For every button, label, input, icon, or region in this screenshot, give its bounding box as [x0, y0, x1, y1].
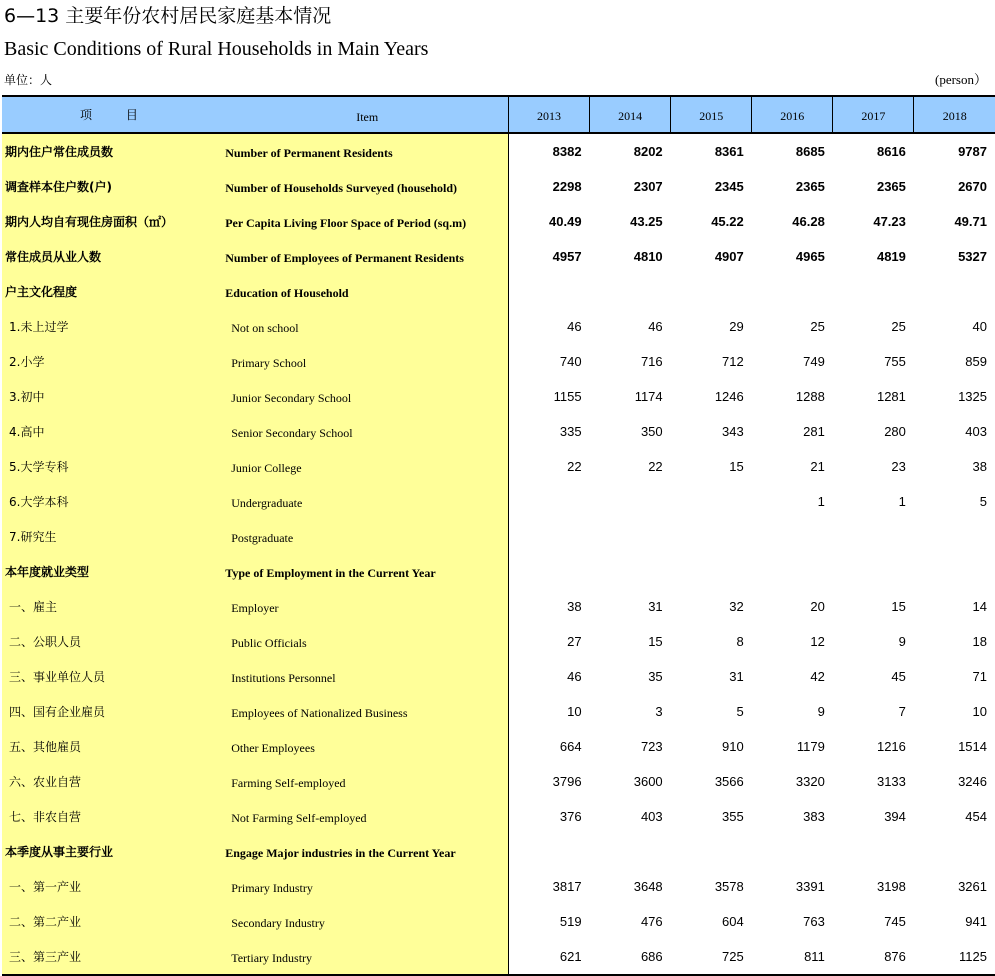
- table-row: [2, 274, 995, 309]
- table-row: [2, 869, 995, 904]
- value-cell: 4819: [876, 249, 906, 264]
- row-label-english: Not on school: [222, 309, 508, 344]
- value-cell: 1179: [796, 739, 825, 754]
- table-body: [2, 133, 995, 975]
- value-cell: [914, 274, 995, 309]
- value-cell: 1125: [914, 939, 995, 975]
- unit-label-chinese: 单位：人: [4, 73, 53, 87]
- row-label-english: Employer: [222, 589, 508, 624]
- row-label-english: Senior Secondary School: [222, 414, 508, 449]
- value-cell: 22: [567, 459, 582, 474]
- value-cell: 46.28: [792, 214, 825, 229]
- value-cell: 621: [509, 939, 590, 975]
- value-cell: 9: [817, 704, 825, 719]
- value-cell: 2345: [714, 179, 744, 194]
- row-label-chinese: 7.研究生: [2, 519, 222, 554]
- value-cell: 15: [729, 459, 744, 474]
- value-cell: 25: [891, 319, 906, 334]
- value-cell: [590, 484, 671, 519]
- table-row: [2, 764, 995, 799]
- value-cell: 712: [722, 354, 744, 369]
- row-label-english: Primary School: [222, 344, 508, 379]
- value-cell: 46: [567, 319, 582, 334]
- value-cell: [590, 834, 671, 869]
- value-cell: 3198: [876, 879, 906, 894]
- value-cell: 46: [567, 669, 582, 684]
- value-cell: [914, 519, 995, 554]
- value-cell: 9: [898, 634, 906, 649]
- value-cell: 2307: [633, 179, 663, 194]
- row-label-english: Institutions Personnel: [222, 659, 508, 694]
- row-label-chinese: 五、其他雇员: [2, 729, 222, 764]
- value-cell: 454: [965, 809, 987, 824]
- value-cell: 476: [640, 914, 663, 929]
- value-cell: [671, 834, 752, 869]
- table-row: [2, 834, 995, 869]
- table-row: [2, 414, 995, 449]
- header-year: 2013: [509, 96, 590, 133]
- value-cell: 763: [803, 914, 825, 929]
- row-label-english: Number of Households Surveyed (household): [222, 169, 508, 204]
- header-year: 2018: [914, 96, 995, 133]
- value-cell: 8382: [552, 144, 582, 159]
- value-cell: 15: [891, 599, 906, 614]
- value-cell: 8: [736, 634, 744, 649]
- value-cell: 3261: [958, 879, 987, 894]
- value-cell: 394: [884, 809, 906, 824]
- row-label-chinese: 三、事业单位人员: [2, 659, 222, 694]
- header-item-english: Item: [222, 96, 508, 133]
- value-cell: 43.25: [630, 214, 663, 229]
- value-cell: 2365: [876, 179, 906, 194]
- value-cell: 10: [972, 704, 987, 719]
- row-label-chinese: 本年度就业类型: [2, 554, 222, 589]
- value-cell: 745: [884, 914, 906, 929]
- table-row: [2, 939, 995, 975]
- row-label-english: Number of Employees of Permanent Residents: [222, 239, 508, 274]
- value-cell: 14: [972, 599, 987, 614]
- value-cell: 15: [648, 634, 663, 649]
- table-row: [2, 729, 995, 764]
- value-cell: 8616: [876, 144, 906, 159]
- row-label-chinese: 二、公职人员: [2, 624, 222, 659]
- table-row: [2, 554, 995, 589]
- value-cell: 9787: [958, 144, 987, 159]
- value-cell: 725: [671, 939, 752, 975]
- header-year: 2014: [590, 96, 671, 133]
- value-cell: 45: [891, 669, 906, 684]
- row-label-chinese: 本季度从事主要行业: [2, 834, 222, 869]
- value-cell: 343: [722, 424, 744, 439]
- value-cell: [833, 834, 914, 869]
- value-cell: 3: [655, 704, 663, 719]
- value-cell: [752, 274, 833, 309]
- value-cell: 2670: [958, 179, 987, 194]
- value-cell: 45.22: [711, 214, 744, 229]
- value-cell: 8202: [633, 144, 663, 159]
- value-cell: 40: [972, 319, 987, 334]
- value-cell: 23: [891, 459, 906, 474]
- value-cell: 49.71: [954, 214, 987, 229]
- table-row: [2, 309, 995, 344]
- value-cell: [509, 554, 590, 589]
- value-cell: 47.23: [873, 214, 906, 229]
- value-cell: 4810: [633, 249, 663, 264]
- table-row: [2, 169, 995, 204]
- row-label-english: Other Employees: [222, 729, 508, 764]
- table-row: [2, 379, 995, 414]
- row-label-english: Postgraduate: [222, 519, 508, 554]
- table-row: [2, 589, 995, 624]
- row-label-chinese: 户主文化程度: [2, 274, 222, 309]
- value-cell: [671, 519, 752, 554]
- row-label-chinese: 期内住户常住成员数: [2, 133, 222, 169]
- value-cell: 755: [884, 354, 906, 369]
- value-cell: 3600: [633, 774, 663, 789]
- value-cell: 1: [898, 494, 906, 509]
- value-cell: 8361: [714, 144, 744, 159]
- table-row: [2, 133, 995, 169]
- value-cell: 25: [810, 319, 825, 334]
- value-cell: 18: [972, 634, 987, 649]
- value-cell: [752, 834, 833, 869]
- row-label-chinese: 七、非农自营: [2, 799, 222, 834]
- row-label-english: Employees of Nationalized Business: [222, 694, 508, 729]
- value-cell: 32: [729, 599, 744, 614]
- row-label-chinese: 二、第二产业: [2, 904, 222, 939]
- row-label-english: Number of Permanent Residents: [222, 133, 508, 169]
- header-year: 2017: [833, 96, 914, 133]
- row-label-english: Public Officials: [222, 624, 508, 659]
- value-cell: 3246: [958, 774, 987, 789]
- value-cell: 3133: [876, 774, 906, 789]
- row-label-chinese: 四、国有企业雇员: [2, 694, 222, 729]
- value-cell: 5: [979, 494, 987, 509]
- value-cell: 355: [722, 809, 744, 824]
- value-cell: 519: [559, 914, 582, 929]
- value-cell: 35: [648, 669, 663, 684]
- header-year: 2016: [752, 96, 833, 133]
- table-row: [2, 624, 995, 659]
- value-cell: [833, 554, 914, 589]
- title-chinese: 6—13 主要年份农村居民家庭基本情况: [4, 5, 332, 27]
- value-cell: 12: [810, 634, 825, 649]
- row-label-chinese: 期内人均自有现住房面积（㎡）: [2, 204, 222, 239]
- value-cell: 716: [640, 354, 663, 369]
- row-label-english: Primary Industry: [222, 869, 508, 904]
- value-cell: 1281: [876, 389, 906, 404]
- value-cell: [914, 834, 995, 869]
- value-cell: 2298: [552, 179, 582, 194]
- row-label-chinese: 6.大学本科: [2, 484, 222, 519]
- table-row: [2, 799, 995, 834]
- value-cell: 31: [729, 669, 744, 684]
- value-cell: 46: [648, 319, 663, 334]
- value-cell: 27: [567, 634, 582, 649]
- value-cell: [509, 274, 590, 309]
- value-cell: [509, 834, 590, 869]
- table-row: [2, 239, 995, 274]
- value-cell: 723: [640, 739, 663, 754]
- value-cell: 38: [567, 599, 582, 614]
- value-cell: 376: [559, 809, 582, 824]
- row-label-chinese: 常住成员从业人数: [2, 239, 222, 274]
- value-cell: 3391: [795, 879, 825, 894]
- value-cell: 859: [965, 354, 987, 369]
- row-label-english: Not Farming Self-employed: [222, 799, 508, 834]
- value-cell: 4907: [714, 249, 744, 264]
- table-row: [2, 904, 995, 939]
- value-cell: 3566: [714, 774, 744, 789]
- title-english: Basic Conditions of Rural Households in Main Years: [4, 38, 429, 60]
- value-cell: 3648: [633, 879, 663, 894]
- value-cell: 20: [810, 599, 825, 614]
- value-cell: 42: [810, 669, 825, 684]
- row-label-english: Secondary Industry: [222, 904, 508, 939]
- value-cell: 403: [965, 424, 987, 439]
- value-cell: 31: [648, 599, 663, 614]
- value-cell: 1155: [553, 389, 582, 404]
- value-cell: [914, 554, 995, 589]
- value-cell: [590, 274, 671, 309]
- value-cell: 1288: [795, 389, 825, 404]
- value-cell: 280: [884, 424, 906, 439]
- value-cell: 22: [648, 459, 663, 474]
- value-cell: 3578: [714, 879, 744, 894]
- table-row: [2, 449, 995, 484]
- value-cell: 1: [817, 494, 825, 509]
- value-cell: 21: [810, 459, 825, 474]
- value-cell: 2365: [795, 179, 825, 194]
- value-cell: 383: [803, 809, 825, 824]
- value-cell: 403: [640, 809, 663, 824]
- row-label-chinese: 一、雇主: [2, 589, 222, 624]
- value-cell: 749: [803, 354, 825, 369]
- row-label-english: Undergraduate: [222, 484, 508, 519]
- row-label-english: Junior College: [222, 449, 508, 484]
- table-row: [2, 344, 995, 379]
- row-label-english: Farming Self-employed: [222, 764, 508, 799]
- value-cell: [671, 484, 752, 519]
- value-cell: 8685: [795, 144, 825, 159]
- value-cell: 10: [567, 704, 582, 719]
- table-row: [2, 204, 995, 239]
- row-label-english: Junior Secondary School: [222, 379, 508, 414]
- value-cell: 350: [640, 424, 663, 439]
- value-cell: 40.49: [549, 214, 582, 229]
- value-cell: 664: [559, 739, 582, 754]
- row-label-chinese: 3.初中: [2, 379, 222, 414]
- value-cell: 811: [752, 939, 833, 975]
- value-cell: [833, 274, 914, 309]
- value-cell: [752, 519, 833, 554]
- value-cell: [671, 274, 752, 309]
- value-cell: [509, 484, 590, 519]
- unit-label-english: (person）: [935, 72, 987, 87]
- row-label-chinese: 一、第一产业: [2, 869, 222, 904]
- value-cell: 3320: [795, 774, 825, 789]
- row-label-english: Type of Employment in the Current Year: [222, 554, 508, 589]
- header-year: 2015: [671, 96, 752, 133]
- value-cell: 281: [803, 424, 825, 439]
- value-cell: 1325: [958, 389, 987, 404]
- value-cell: [590, 519, 671, 554]
- table-row: [2, 659, 995, 694]
- value-cell: 4965: [795, 249, 825, 264]
- value-cell: 5327: [958, 249, 987, 264]
- row-label-chinese: 三、第三产业: [2, 939, 222, 975]
- row-label-chinese: 六、农业自营: [2, 764, 222, 799]
- value-cell: 4957: [552, 249, 582, 264]
- header-row: [2, 96, 995, 133]
- value-cell: [671, 554, 752, 589]
- row-label-english: Education of Household: [222, 274, 508, 309]
- rural-households-table: [2, 95, 995, 976]
- value-cell: 876: [833, 939, 914, 975]
- value-cell: 1216: [876, 739, 906, 754]
- value-cell: [833, 519, 914, 554]
- row-label-english: Tertiary Industry: [222, 939, 508, 975]
- value-cell: 3817: [552, 879, 582, 894]
- row-label-english: Per Capita Living Floor Space of Period (sq.m): [222, 204, 508, 239]
- value-cell: 3796: [552, 774, 582, 789]
- value-cell: 335: [559, 424, 582, 439]
- value-cell: 740: [559, 354, 582, 369]
- row-label-chinese: 调查样本住户数(户): [2, 169, 222, 204]
- value-cell: 71: [972, 669, 987, 684]
- value-cell: [509, 519, 590, 554]
- value-cell: 1174: [634, 389, 663, 404]
- row-label-chinese: 5.大学专科: [2, 449, 222, 484]
- value-cell: 29: [729, 319, 744, 334]
- value-cell: 686: [590, 939, 671, 975]
- row-label-english: Engage Major industries in the Current Year: [222, 834, 508, 869]
- table-row: [2, 694, 995, 729]
- header-item-chinese: 项 目: [2, 96, 222, 133]
- value-cell: [590, 554, 671, 589]
- value-cell: 5: [736, 704, 744, 719]
- row-label-chinese: 1.未上过学: [2, 309, 222, 344]
- value-cell: 1246: [714, 389, 744, 404]
- row-label-chinese: 4.高中: [2, 414, 222, 449]
- value-cell: 941: [965, 914, 987, 929]
- value-cell: 604: [722, 914, 744, 929]
- value-cell: 1514: [958, 739, 987, 754]
- table-row: [2, 519, 995, 554]
- table-row: [2, 484, 995, 519]
- value-cell: 7: [898, 704, 906, 719]
- value-cell: [752, 554, 833, 589]
- value-cell: 910: [722, 739, 744, 754]
- value-cell: 38: [972, 459, 987, 474]
- row-label-chinese: 2.小学: [2, 344, 222, 379]
